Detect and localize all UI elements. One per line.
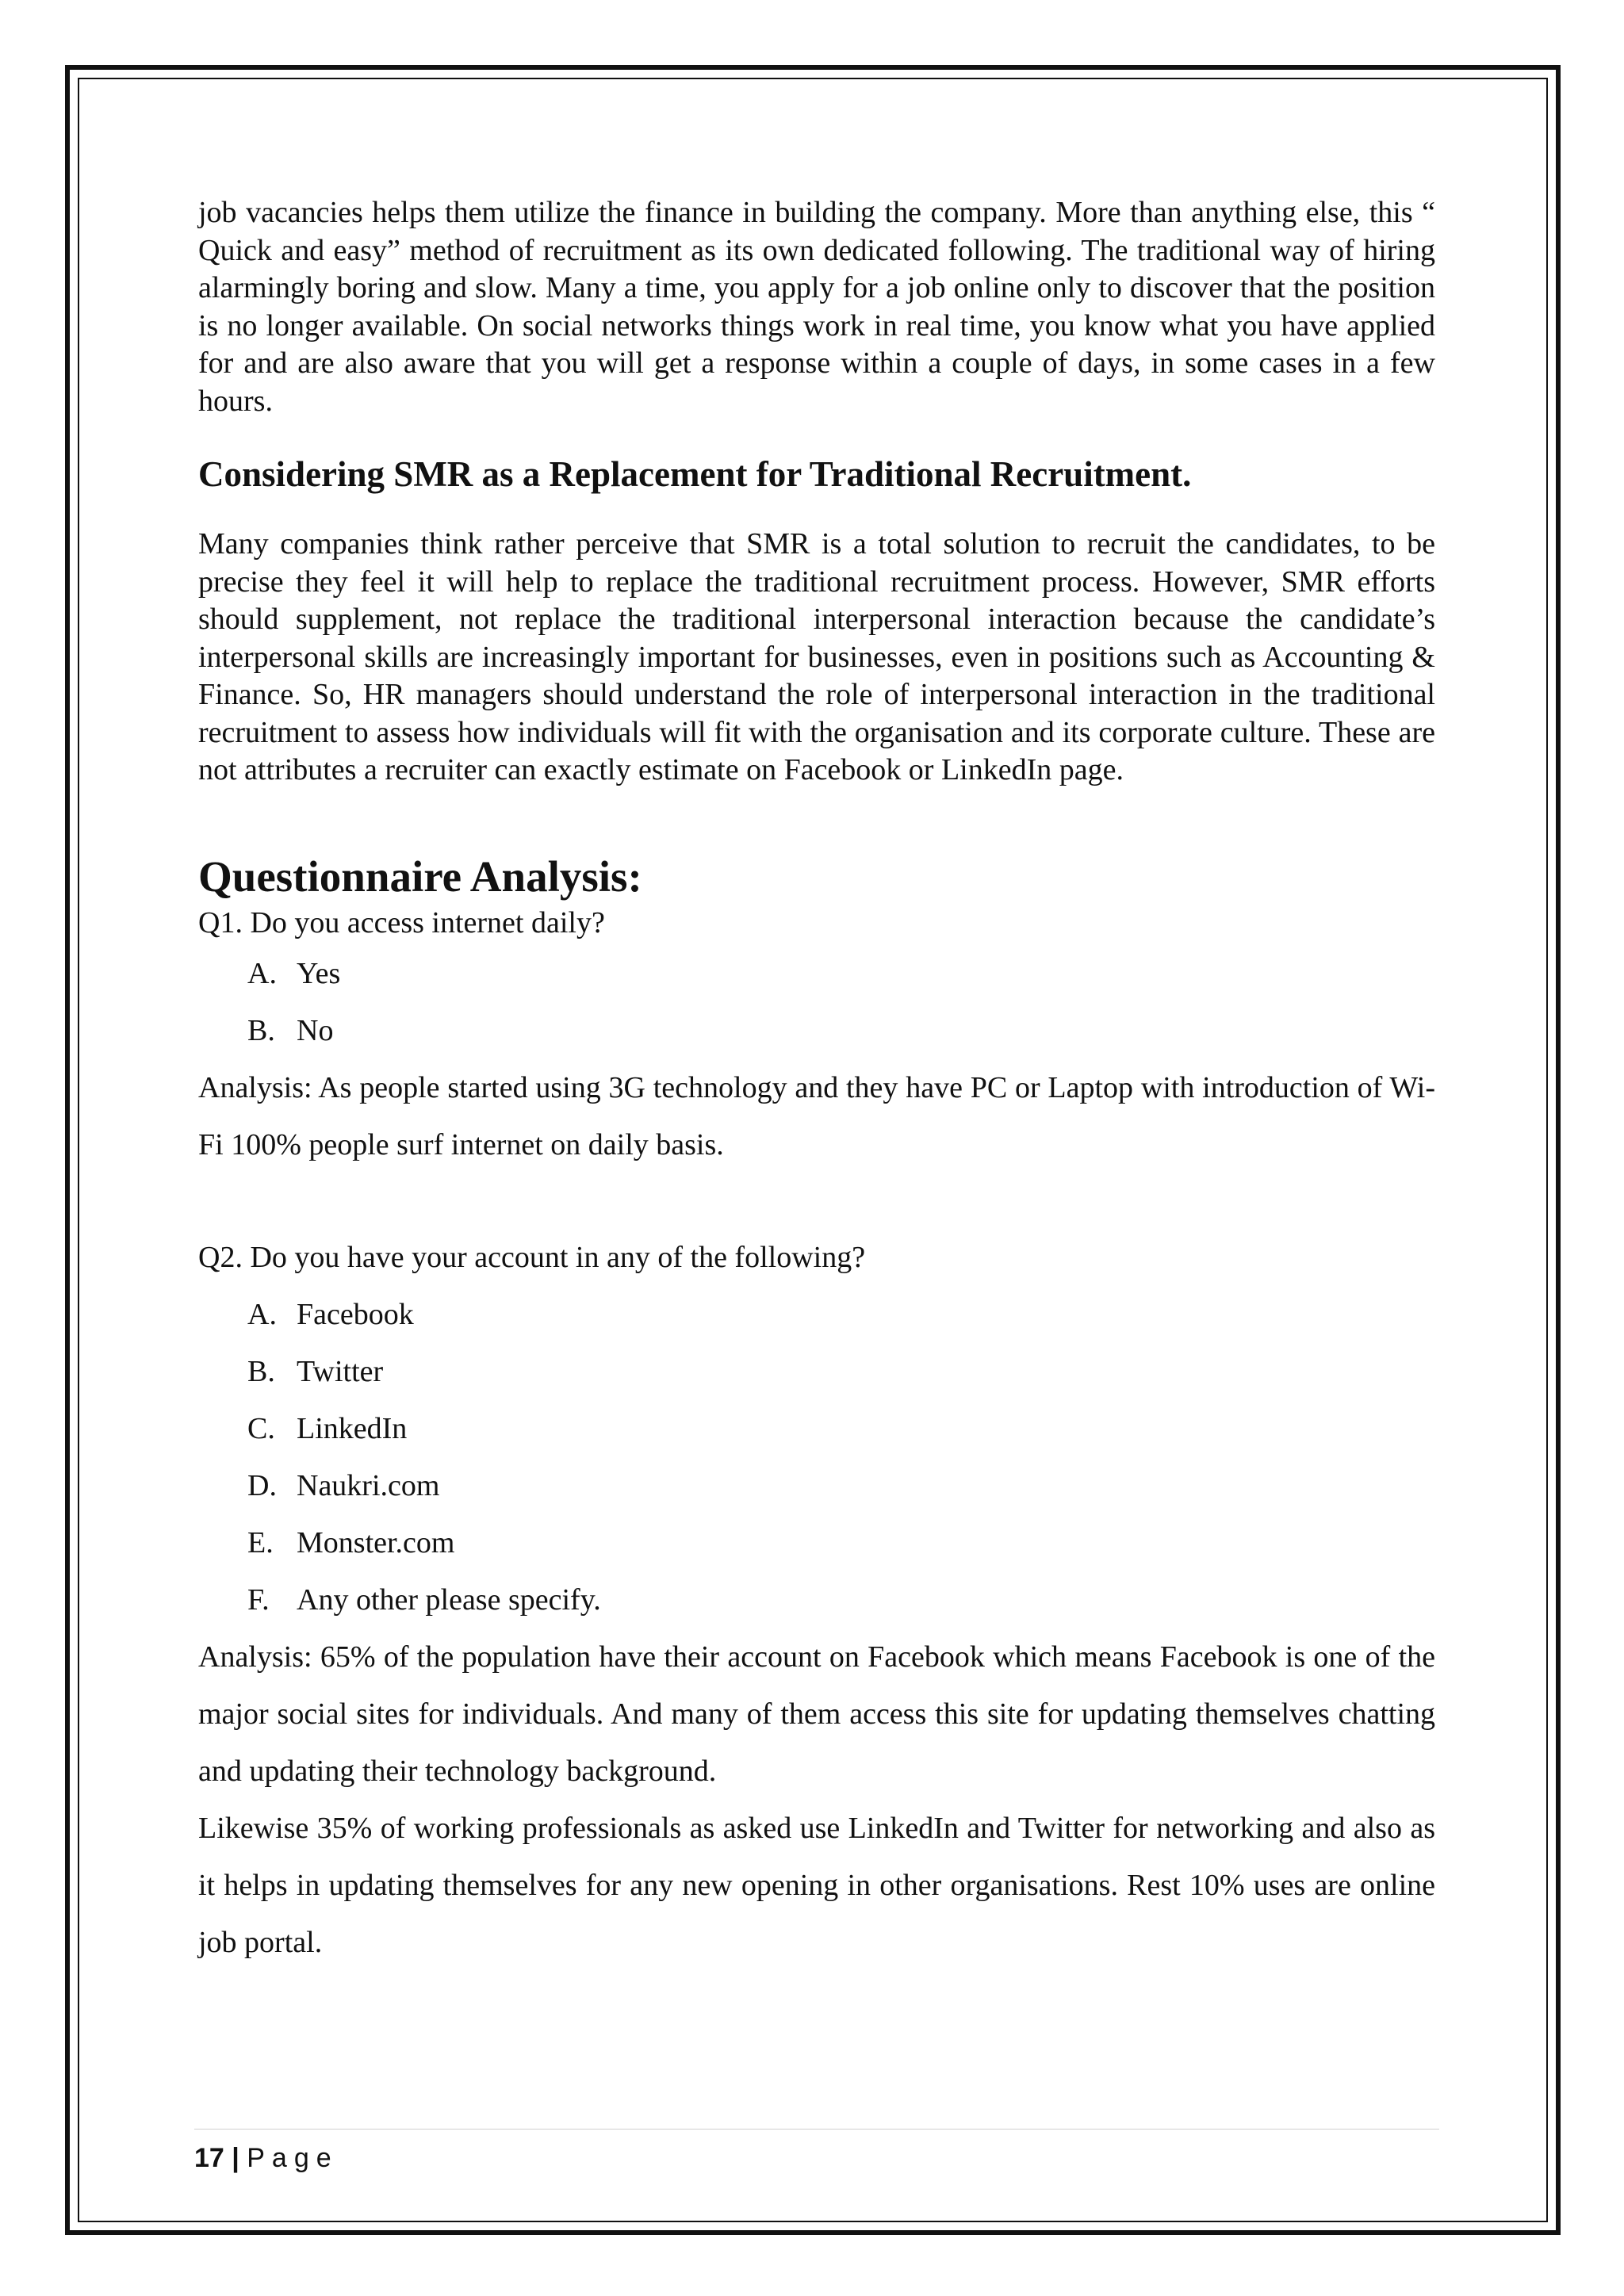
- question-1-text: Q1. Do you access internet daily?: [198, 905, 605, 939]
- question-1-option-a: [198, 945, 1435, 1002]
- questionnaire-heading: Questionnaire Analysis:: [198, 851, 642, 901]
- smr-paragraph: Many companies think rather perceive that SMR is a total solution to recruit the candidates, to be precise they feel it will help to replace the traditional recruitment process. However, SMR efforts should supplement, not replace the traditional interpersonal interaction because the candidate’s interpersonal skills are increasingly important for businesses, even in positions such as Accounting & Finance. So, HR managers should understand the role of interpersonal interaction in the traditional recruitment to assess how individuals will fit with the organisation and its corporate culture. These are not attributes a recruiter can exactly estimate on Facebook or LinkedIn page.: [198, 527, 1435, 786]
- page-separator: |: [232, 2143, 239, 2173]
- option-letter: A.: [247, 1297, 277, 1331]
- option-letter: B.: [247, 1013, 275, 1047]
- page-number: 17: [194, 2143, 224, 2173]
- question-2-option-b: [198, 1343, 1435, 1400]
- question-2-option-a: [198, 1286, 1435, 1343]
- question-2-option-f: [198, 1571, 1435, 1628]
- question-2-text: Q2. Do you have your account in any of the following?: [198, 1240, 866, 1274]
- question-2-analysis-continued: Likewise 35% of working professionals as asked use LinkedIn and Twitter for networking and also as it helps in updating themselves for any new opening in other organisations. Rest 10% uses are online job portal.: [198, 1811, 1435, 1959]
- option-text: Facebook: [297, 1297, 414, 1331]
- option-letter: C.: [247, 1411, 275, 1445]
- option-letter: D.: [247, 1468, 277, 1502]
- question-2-option-e: [198, 1514, 1435, 1571]
- question-2-option-d: [198, 1457, 1435, 1514]
- question-2-analysis: Analysis: 65% of the population have their account on Facebook which means Facebook is one of the major social sites for individuals. And many of them access this site for updating themselves chatting and updating their technology background.: [198, 1640, 1435, 1788]
- question-1: [198, 901, 1435, 1173]
- question-1-analysis: Analysis: As people started using 3G technology and they have PC or Laptop with introduction of Wi-Fi 100% people surf internet on daily basis.: [198, 1070, 1435, 1161]
- page-content: [198, 194, 1435, 1971]
- page-footer: [194, 2129, 1439, 2175]
- option-letter: E.: [247, 1525, 274, 1559]
- option-text: Twitter: [297, 1354, 384, 1388]
- option-letter: B.: [247, 1354, 275, 1388]
- option-text: Naukri.com: [297, 1468, 440, 1502]
- option-text: No: [297, 1013, 334, 1047]
- option-letter: A.: [247, 956, 277, 990]
- option-text: LinkedIn: [297, 1411, 408, 1445]
- page-label: Page: [247, 2143, 339, 2173]
- section-heading-smr: Considering SMR as a Replacement for Traditional Recruitment.: [198, 454, 1192, 494]
- question-1-option-b: [198, 1002, 1435, 1059]
- option-text: Yes: [297, 956, 341, 990]
- question-2-option-c: [198, 1400, 1435, 1457]
- option-text: Any other please specify.: [297, 1582, 601, 1617]
- intro-paragraph: job vacancies helps them utilize the finance in building the company. More than anything else, this “ Quick and easy” method of recruitment as its own dedicated following. The traditional way of hiring alarmingly boring and slow. Many a time, you apply for a job online only to discover that the position is no longer available. On social networks things work in real time, you know what you have applied for and are also aware that you will get a response within a couple of days, in some cases in a few hours.: [198, 196, 1435, 418]
- question-2: [198, 1229, 1435, 1971]
- option-letter: F.: [247, 1582, 270, 1617]
- option-text: Monster.com: [297, 1525, 455, 1559]
